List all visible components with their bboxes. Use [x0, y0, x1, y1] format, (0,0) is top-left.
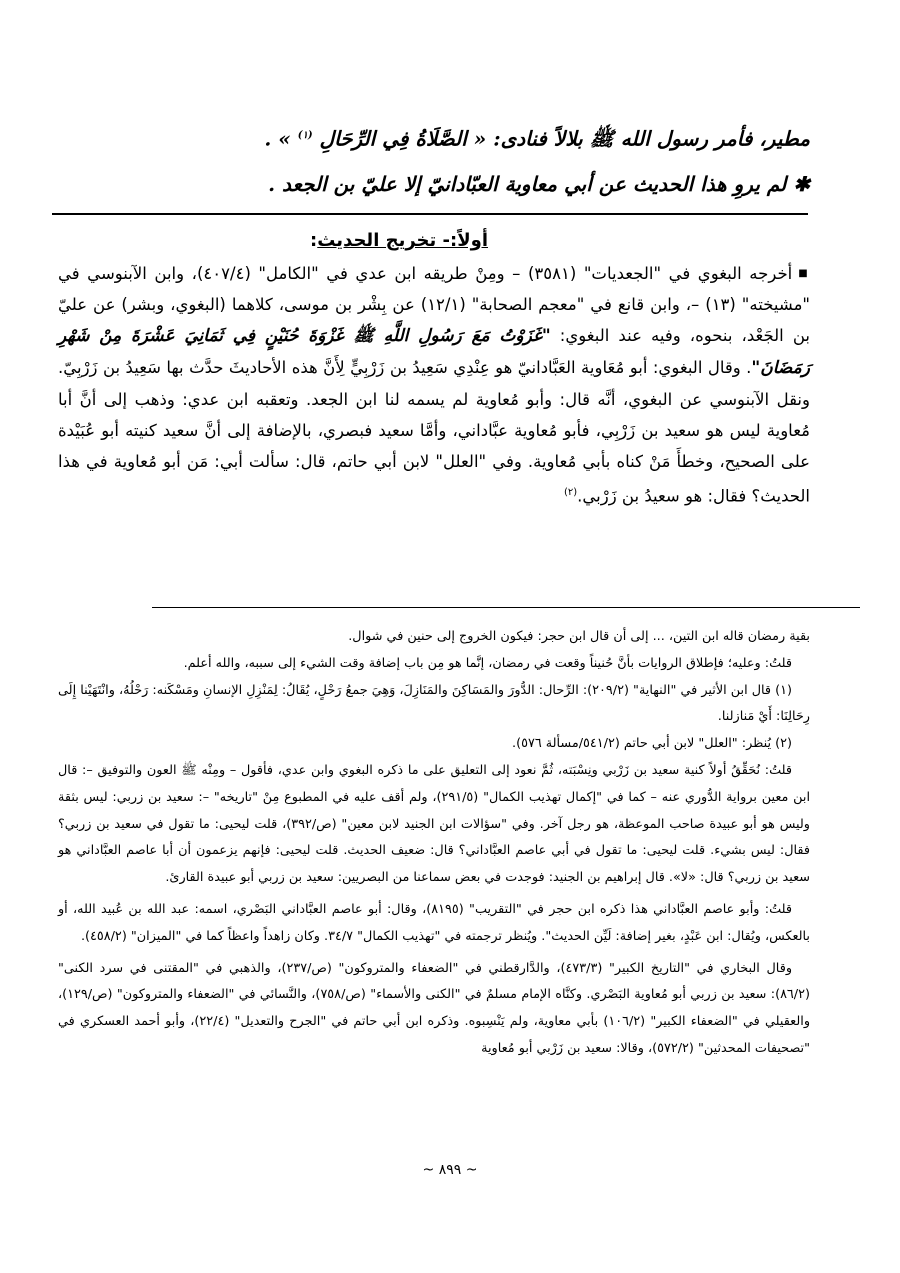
- top-divider: [52, 213, 808, 215]
- bullet-icon: ■: [798, 268, 810, 279]
- footnote-divider: [152, 607, 860, 608]
- footnote-ref-2[interactable]: (٢): [563, 487, 578, 498]
- footnote-2-comment-a: قلتُ: نُحَقِّقُ أولاً كنية سعيد بن زَرْبي ونِسْبَته، ثُمَّ نعود إلى التعليق على ما ذكره البغوي وابن عدي، فأقول – ومِنْه ﷺ العون والتوفيق –: قال ابن معين برواية الدُّوري عنه – كما في "إكمال تهذيب الكمال" (٢٩١/٥)، ولم أقف عليه في المطبوع مِنْ "تاريخه" –: سعيد بن زربي: ليس بثقة وليس هو أبو عبيدة صاحب الموعظة، هو رجل آخر. وفي "سؤالات ابن الجنيد لابن معين" (ص/٣٩٢)، قلت ليحيى: ما تقول في سعيد بن زربي؟ فقال: ليس بشيء. قلت ليحيى: ما تقول في أبي عاصم العبَّاداني؟ قال: ضعيف الحديث. قلت ليحيى: فإنهم يزعمون أن أبا عاصم العبَّاداني هو سعيد بن زربي؟ قال: «لا». قال إبراهيم بن الجنيد: فوجدت في بعض سماعنا من البصريين: سعيد بن زربي أبو عبيدة القارئ.: [58, 762, 811, 886]
- hadith-quote: "غَزَوْتُ مَعَ رَسُولِ اللَّهِ ﷺ غَزْوَةَ حُنَيْنٍ فِي ثَمَانِيَ عَشْرَةَ مِنْ شَهْرِ رَمَضَانَ": [58, 326, 810, 378]
- page-number: ~ ٨٩٩ ~: [422, 1162, 478, 1178]
- paragraph-part-2: . وقال البغوي: أبو مُعَاوية العَبَّادانيّ هو عِنْدِي سَعِيدُ بن زَرْبِيٍّ لِأَنَّ هذه الأحاديثَ حدَّث بها سَعِيدُ بن زَرْبِيّ. ونقل الآبنوسي عن البغوي، أنَّه قال: وأبو مُعاوية لم يسمه لنا ابن الجعد. وتعقبه ابن عدي: وذهب إلى أنَّ أبا مُعاوية ليس هو سعيد بن زَرْبِي، فأبو مُعاوية عبَّاداني، وأمَّا سعيد فبصري، بالإضافة إلى أنَّ سعيد كنيته أبو عُبَيْدة على الصحيح، وخطأَ مَنْ كناه بأبي مُعاوية. وفي "العلل" لابن أبي حاتم، قال: سألت أبي: مَن أبو مُعاوية في هذا الحديث؟ فقال: هو سعيدُ بن زَرْبي.: [58, 358, 810, 506]
- section-heading-label: أولاً:- تخريج الحديث: [317, 230, 488, 251]
- footnotes-section: [58, 624, 810, 1063]
- hadith-closing: » .: [264, 126, 291, 151]
- footnote-2-comment-b: قلتُ: وأبو عاصم العبَّاداني هذا ذكره ابن حجر في "التقريب" (٨١٩٥)، وقال: أبو عاصم العبَّاداني البَصْري، اسمه: عبد الله بن عُبيد الله، أو بالعكس، ويُقال: ابن عَبْدٍ، بغير إضافة: لَيِّن الحديث". ويُنظر ترجمته في "تهذيب الكمال" ٣٤/٧. وكان زاهداً واعظاً كما في "الميزان" (٤٥٨/٢).: [58, 901, 810, 944]
- footnote-continuation: بقية رمضان قاله ابن التين، ... إلى أن قال ابن حجر: فيكون الخروج إلى حنين في شوال.: [348, 629, 810, 644]
- paragraph-part-1: أخرجه البغوي في "الجعديات" (٣٥٨١) – ومِنْ طريقه ابن عدي في "الكامل" (٤٠٧/٤)، وابن الآبنوسي في "مشيخته" (١٣) –، وابن قانع في "معجم الصحابة" (١٢/١) عن بِشْر بن موسى، كلاهما (البغوي، وبشر) عن عليّ بن الجَعْد، بنحوه، وفيه عند البغوي:: [58, 264, 811, 345]
- footnote-ref-1[interactable]: (١): [297, 130, 313, 141]
- footnote-2-comment-c: وقال البخاري في "التاريخ الكبير" (٤٧٣/٣)، والدَّارقطني في "الضعفاء والمتروكون" (ص/٢٣٧)، والذهبي في "المقتنى في سرد الكنى" (٨٦/٢): سعيد بن زربي أبو مُعاوية البَصْري. وكنَّاه الإمام مسلمٌ في "الكنى والأسماء" (ص/٧٥٨)، والنَّسائي في "الضعفاء والمتروكون" (ص/١٢٩)، والعقيلي في "الضعفاء الكبير" (١٠٦/٢) بأبي معاوية، ولم يَنْسِبوه. وذكره ابن أبي حاتم في "الجرح والتعديل" (٢٢/٤)، وأبو أحمد العسكري في "تصحيفات المحدثين" (٥٧٢/٢)، وقالا: سعيد بن زَرْبي أبو مُعاوية: [58, 960, 810, 1056]
- takhrij-paragraph: [58, 258, 810, 512]
- section-heading: [310, 226, 488, 256]
- hadith-text: مطير، فأمر رسول الله ﷺ بلالاً فنادى: « الصَّلَاةُ فِي الرِّحَالِ: [319, 126, 810, 151]
- section-heading-colon: :: [310, 230, 318, 251]
- footnote-1: (١) قال ابن الأثير في "النهاية" (٢٠٩/٢): الرِّحال: الدُّورَ والمَسَاكِنَ والمَنَازِلَ، وَهِيَ جمعُ رَحْلٍ، يُقَالُ: لِمَنْزِلِ الإنسانِ ومَسْكَنه: رَحْلُهُ، وانْتَهَيْنا إِلَى رِحَالِنَا: أَيْ مَنازلنا.: [58, 682, 810, 725]
- footnote-2: (٢) يُنظر: "العلل" لابن أبي حاتم (٥٤١/٢/مسألة ٥٧٦).: [512, 736, 792, 752]
- continued-hadith-line: [60, 118, 810, 157]
- footnote-comment: قلتُ: وعليه؛ فإطلاق الروايات بأنَّ حُنيناً وقعت في رمضان، إنَّما هو مِن باب إضافة وقت الشيء إلى سببه، والله أعلم.: [183, 655, 792, 671]
- narration-note-line: ✱ لم يروِ هذا الحديث عن أبي معاوية العبّادانيّ إلا عليّ بن الجعد .: [268, 172, 810, 196]
